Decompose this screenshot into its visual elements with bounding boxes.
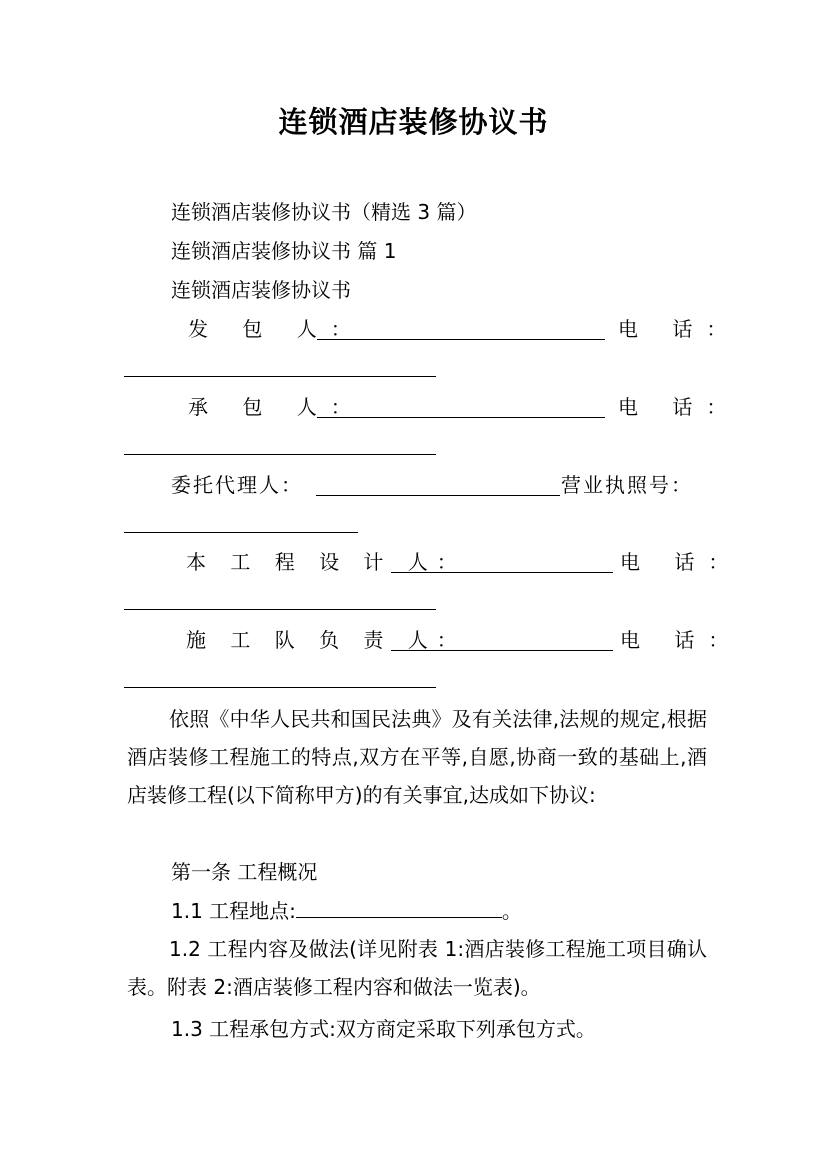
article-1-title: 第一条 工程概况 — [171, 860, 318, 884]
item-1-2: 1.2 工程内容及做法(详见附表 1:酒店装修工程施工项目确认表。附表 2:酒店装修工程内容和做法一览表)。 — [127, 937, 707, 999]
contractor-phone-field[interactable] — [124, 376, 436, 377]
agent-label: 委托代理人： — [171, 473, 303, 497]
contractee-name-field[interactable] — [317, 417, 605, 418]
item-1-1-label: 1.1 工程地点: — [171, 899, 296, 923]
team-leader-name-field[interactable] — [391, 650, 613, 651]
intro-line-2: 连锁酒店装修协议书 篇 1 — [171, 239, 397, 263]
license-label: 营业执照号： — [561, 473, 693, 497]
designer-phone-field[interactable] — [124, 609, 436, 610]
contractor-phone-label: 电 话： — [618, 317, 741, 341]
team-leader-phone-label: 电 话： — [620, 628, 743, 652]
preamble-paragraph: 依照《中华人民共和国民法典》及有关法律,法规的规定,根据酒店装修工程施工的特点,双方在平等,自愿,协商一致的基础上,酒店装修工程(以下简称甲方)的有关事宜,达成如下协议: — [127, 707, 707, 807]
contractee-phone-label: 电 话： — [618, 395, 741, 419]
contractee-phone-field[interactable] — [124, 454, 436, 455]
item-1-1 — [171, 897, 522, 925]
contractor-label: 发 包 人： — [188, 317, 365, 341]
license-number-field[interactable] — [124, 532, 358, 533]
project-location-field[interactable] — [296, 897, 502, 918]
contractee-label: 承 包 人： — [188, 395, 365, 419]
contractor-name-field[interactable] — [317, 339, 605, 340]
designer-name-field[interactable] — [391, 572, 613, 573]
team-leader-label: 施 工 队 负 责 人： — [186, 628, 466, 652]
team-leader-phone-field[interactable] — [124, 687, 436, 688]
item-1-3: 1.3 工程承包方式:双方商定采取下列承包方式。 — [171, 1017, 596, 1041]
intro-line-3: 连锁酒店装修协议书 — [171, 278, 351, 302]
document-title: 连锁酒店装修协议书 — [278, 105, 549, 139]
agent-name-field[interactable] — [316, 495, 560, 496]
designer-phone-label: 电 话： — [620, 550, 743, 574]
intro-line-1: 连锁酒店装修协议书（精选 3 篇） — [171, 200, 477, 224]
item-1-1-end: 。 — [501, 899, 522, 923]
designer-label: 本 工 程 设 计 人： — [186, 550, 466, 574]
